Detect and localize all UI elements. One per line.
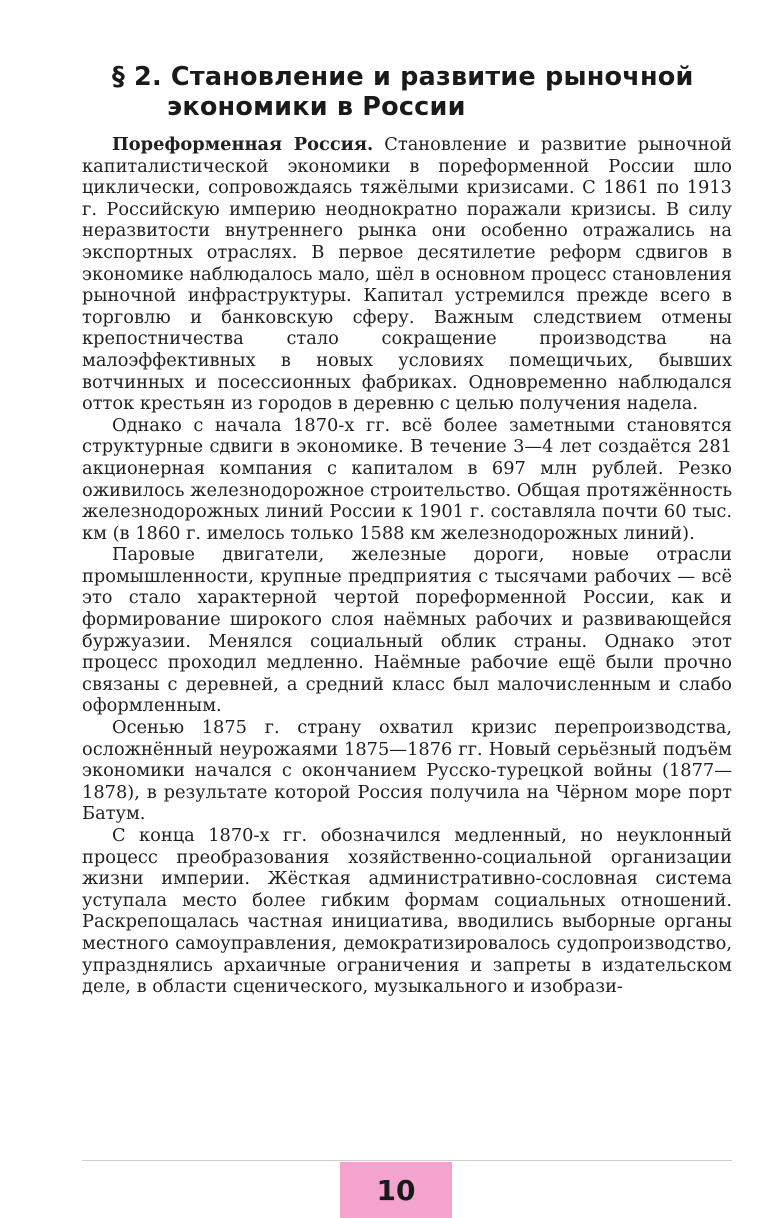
section-heading — [112, 62, 732, 122]
paragraph-1 — [82, 134, 732, 415]
paragraph-lead: Пореформенная Россия. — [112, 134, 374, 155]
section-heading-line-1: § 2. Становление и развитие рыночной — [112, 62, 694, 92]
page-number: 10 — [376, 1173, 416, 1207]
paragraph-3: Паровые двигатели, железные дороги, новые отрасли промышленности, крупные предприятия с тысячами рабочих — всё это стало характерной чертой пореформенной России, как и формирование широкого слоя наёмных рабочих и развивающейся буржуазии. Менялся социальный облик страны. Однако этот процесс проходил медленно. Наёмные рабочие ещё были прочно связаны с деревней, а средний класс был малочисленным и слабо оформленным. — [82, 544, 732, 717]
paragraph-4: Осенью 1875 г. страну охватил кризис перепроизводства, осложнённый неурожаями 1875—1876 гг. Новый серьёзный подъём экономики начался с окончанием Русско-турецкой войны (1877—1878), в результате которой Россия получила на Чёрном море порт Батум. — [82, 717, 732, 825]
body-text — [82, 134, 732, 998]
footer-divider — [82, 1160, 732, 1161]
paragraph-5: С конца 1870-х гг. обозначился медленный, но неуклонный процесс преобразования хозяйственно-социальной организации жизни империи. Жёсткая административно-сословная система уступала место более гибким формам социальных отношений. Раскрепощалась частная инициатива, вводились выборные органы местного самоуправления, демократизировалось судопроизводство, упразднялись архаичные ограничения и запреты в издательском деле, в области сценического, музыкального и изобрази- — [82, 825, 732, 998]
paragraph-2: Однако с начала 1870-х гг. всё более заметными становятся структурные сдвиги в экономике. В течение 3—4 лет создаётся 281 акционерная компания с капиталом в 697 млн рублей. Резко оживилось железнодорожное строительство. Общая протяжённость железнодорожных линий России к 1901 г. составляла почти 60 тыс. км (в 1860 г. имелось только 1588 км железнодорожных линий). — [82, 414, 732, 544]
page-number-badge — [340, 1162, 452, 1218]
section-heading-line-2: экономики в России — [167, 92, 466, 122]
paragraph-text: Становление и развитие рыночной капиталистической экономики в пореформенной России шло циклически, сопровождаясь тяжёлыми кризисами. С 1861 по 1913 г. Российскую империю неоднократно поражали кризисы. В силу неразвитости внутреннего рынка они особенно отражались на экспортных отраслях. В первое десятилетие реформ сдвигов в экономике наблюдалось мало, шёл в основном процесс становления рыночной инфраструктуры. Капитал устремился прежде всего в торговлю и банковскую сферу. Важным следствием отмены крепостничества стало сокращение производства на малоэффективных в новых условиях помещичьих, бывших вотчинных и посессионных фабриках. Одновременно наблюдался отток крестьян из городов в деревню с целью получения надела. — [82, 134, 732, 415]
